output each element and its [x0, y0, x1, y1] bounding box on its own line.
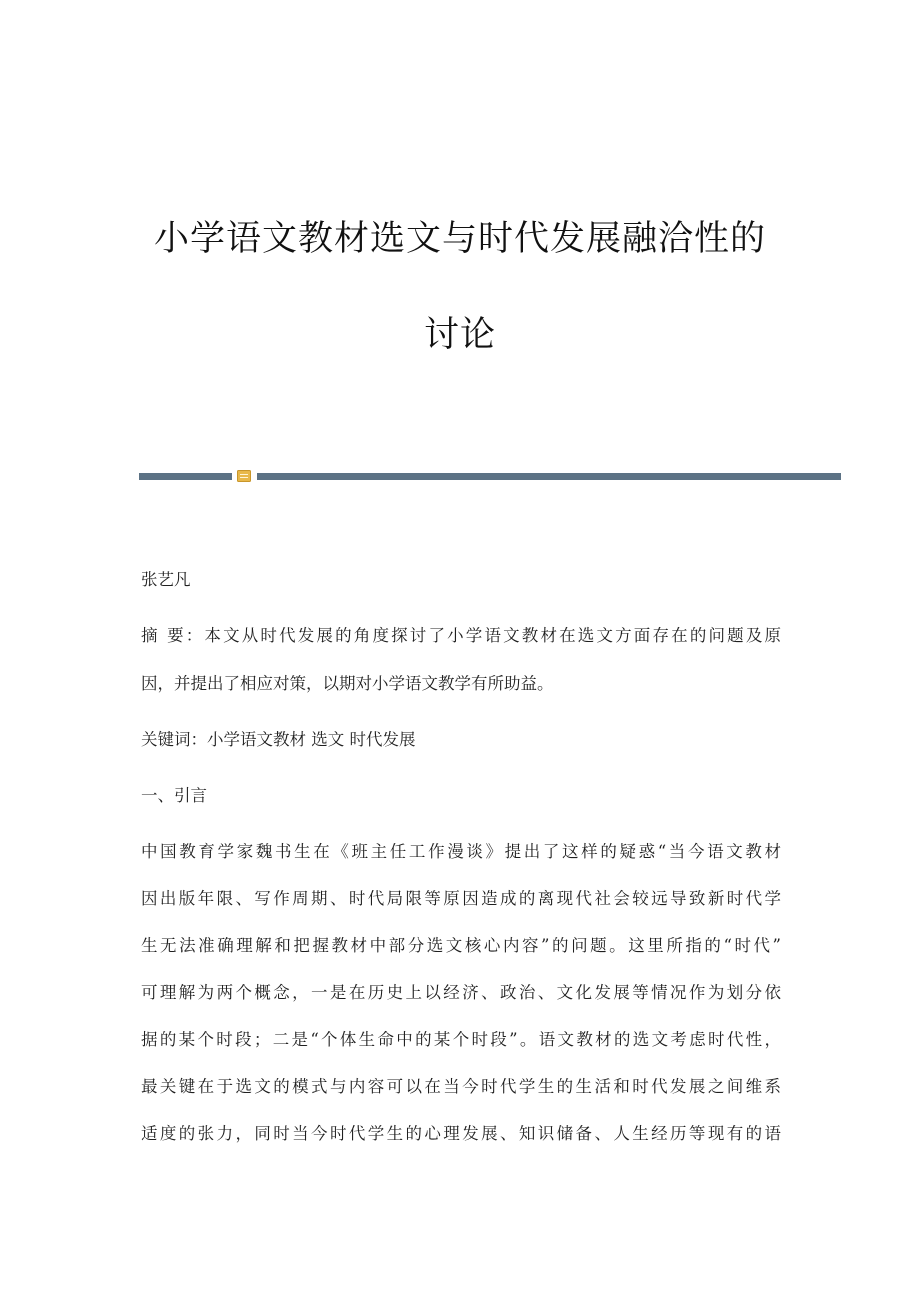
title-divider [139, 470, 841, 482]
abstract-line-1: 摘 要：本文从时代发展的角度探讨了小学语文教材在选文方面存在的问题及原 [141, 626, 781, 645]
divider-bar-right [257, 473, 841, 480]
keywords: 关键词：小学语文教材 选文 时代发展 [141, 730, 416, 749]
body-line: 可理解为两个概念，一是在历史上以经济、政治、文化发展等情况作为划分依 [141, 983, 781, 1002]
body-line: 适度的张力，同时当今时代学生的心理发展、知识储备、人生经历等现有的语 [141, 1124, 781, 1143]
section-heading: 一、引言 [141, 786, 207, 805]
divider-ornament-icon [237, 470, 251, 482]
divider-bar-left [139, 473, 232, 480]
title-line-1: 小学语文教材选文与时代发展融洽性的 [153, 219, 766, 259]
body-line: 据的某个时段；二是“个体生命中的某个时段”。语文教材的选文考虑时代性， [141, 1030, 781, 1049]
abstract-line-2: 因，并提出了相应对策，以期对小学语文教学有所助益。 [141, 674, 554, 693]
body-line: 中国教育学家魏书生在《班主任工作漫谈》提出了这样的疑惑“当今语文教材 [141, 842, 781, 861]
title-line-2: 讨论 [423, 315, 496, 355]
body-line: 因出版年限、写作周期、时代局限等原因造成的离现代社会较远导致新时代学 [141, 889, 781, 908]
author-name: 张艺凡 [141, 570, 191, 589]
body-line: 最关键在于选文的模式与内容可以在当今时代学生的生活和时代发展之间维系 [141, 1077, 781, 1096]
body-line: 生无法准确理解和把握教材中部分选文核心内容”的问题。这里所指的“时代” [141, 936, 781, 955]
